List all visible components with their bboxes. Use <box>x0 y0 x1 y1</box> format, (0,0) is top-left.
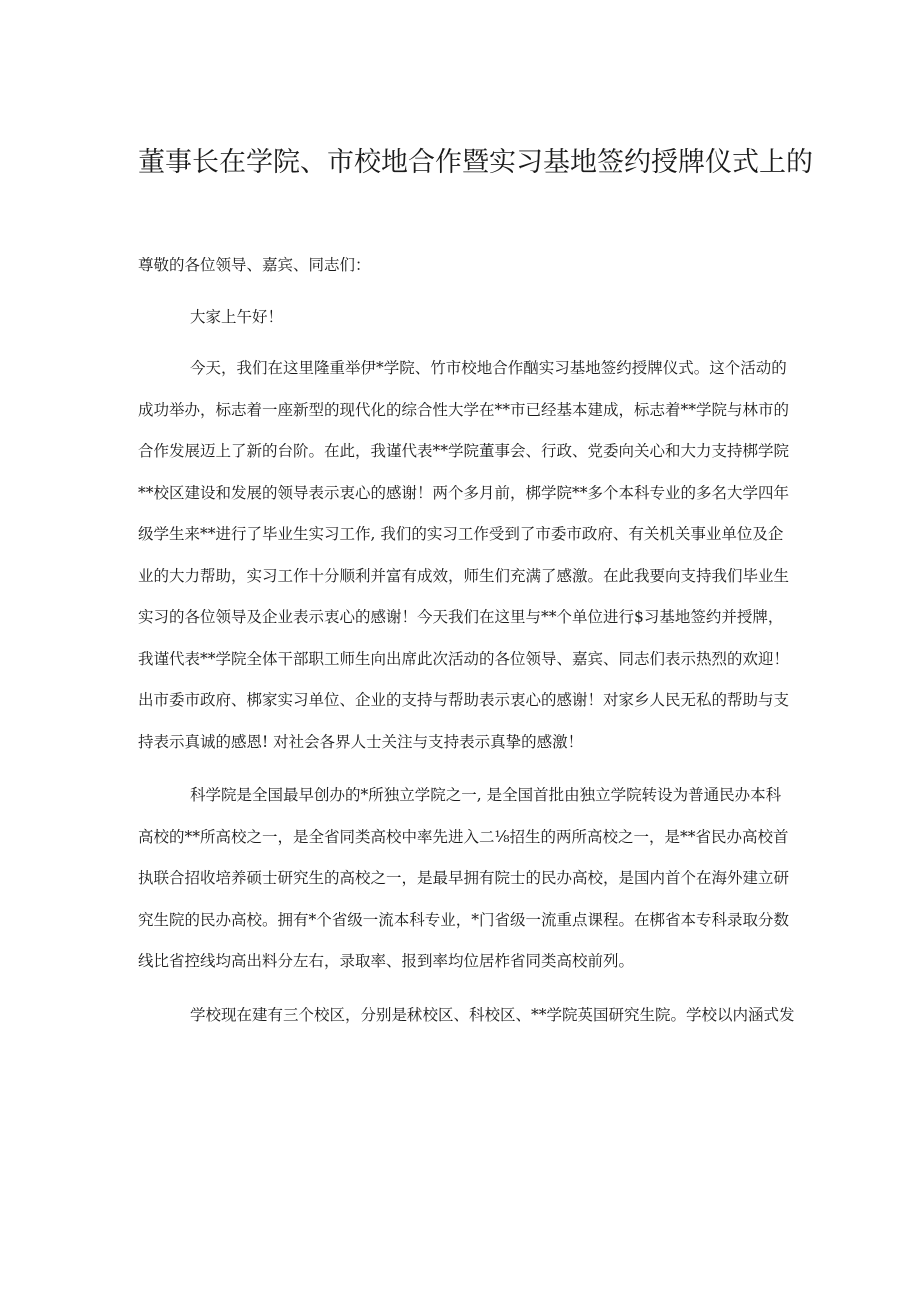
salutation: 尊敬的各位领导、嘉宾、同志们： <box>138 256 371 274</box>
document-body <box>138 245 800 1036</box>
paragraph-line: 合作发展迈上了新的台阶。在此，我谨代表**学院董事会、行政、党委向关心和大力支持梆学院 <box>138 442 790 460</box>
paragraph-line: 我谨代表**学院全体干部职工师生向出席此次活动的各位领导、嘉宾、同志们表示热烈的欢迎！ <box>138 649 790 668</box>
paragraph-line: **校区建设和发展的领导表示衷心的感谢！两个多月前，梆学院**多个本科专业的多名大学四年 <box>138 483 790 502</box>
document-title: 董事长在学院、市校地合作暨实习基地签约授牌仪式上的 <box>138 147 813 178</box>
paragraph-2 <box>138 775 800 983</box>
paragraph-line: 持表示真诚的感恩! 对社会各界人士关注与支持表示真挚的感激！ <box>138 732 584 751</box>
paragraph-line: 高校的**所高校之一，是全省同类高校中率先进入二⅛招生的两所高校之一，是**省民办高校首 <box>138 827 789 846</box>
paragraph-line: 出市委市政府、梆家实习单位、企业的支持与帮助表示衷心的感谢！对家乡人民无私的帮助与支 <box>138 691 790 709</box>
paragraph-1 <box>138 348 800 763</box>
paragraph-3 <box>138 995 800 1037</box>
paragraph-line: 科学院是全国最早创办的*所独立学院之一, 是全国首批由独立学院转设为普通民办本科 <box>190 786 782 804</box>
paragraph-line: 执联合招收培养硕士研究生的高校之一，是最早拥有院士的民办高校，是国内首个在海外建立研 <box>138 869 790 887</box>
greeting: 大家上午好！ <box>190 307 284 326</box>
paragraph-line: 究生院的民办高校。拥有*个省级一流本科专业，*门省级一流重点课程。在梆省本专科录取分数 <box>138 910 790 929</box>
paragraph-line: 级学生来**进行了毕业生实习工作, 我们的实习工作受到了市委市政府、有关机关事业单位及企 <box>138 525 784 543</box>
paragraph-line: 成功举办，标志着一座新型的现代化的综合性大学在**市已经基本建成，标志着**学院与林市的 <box>138 400 790 419</box>
paragraph-line: 业的大力帮助，实习工作十分顺利并富有成效，师生们充满了感激。在此我要向支持我们毕业生 <box>138 566 790 585</box>
paragraph-line: 线比省控线均高出料分左右，录取率、报到率均位居柞省同类高校前列。 <box>138 952 635 970</box>
paragraph-line: 学校现在建有三个校区，分别是秫校区、科校区、**学院英国研究生院。学校以内涵式发 <box>190 1005 795 1024</box>
paragraph-line: 实习的各位领导及企业表示衷心的感谢！今天我们在这里与**个单位进行$习基地签约并授牌， <box>138 608 784 626</box>
paragraph-line: 今天，我们在这里隆重举伊*学院、竹市校地合作酗实习基地签约授牌仪式。这个活动的 <box>190 359 787 377</box>
